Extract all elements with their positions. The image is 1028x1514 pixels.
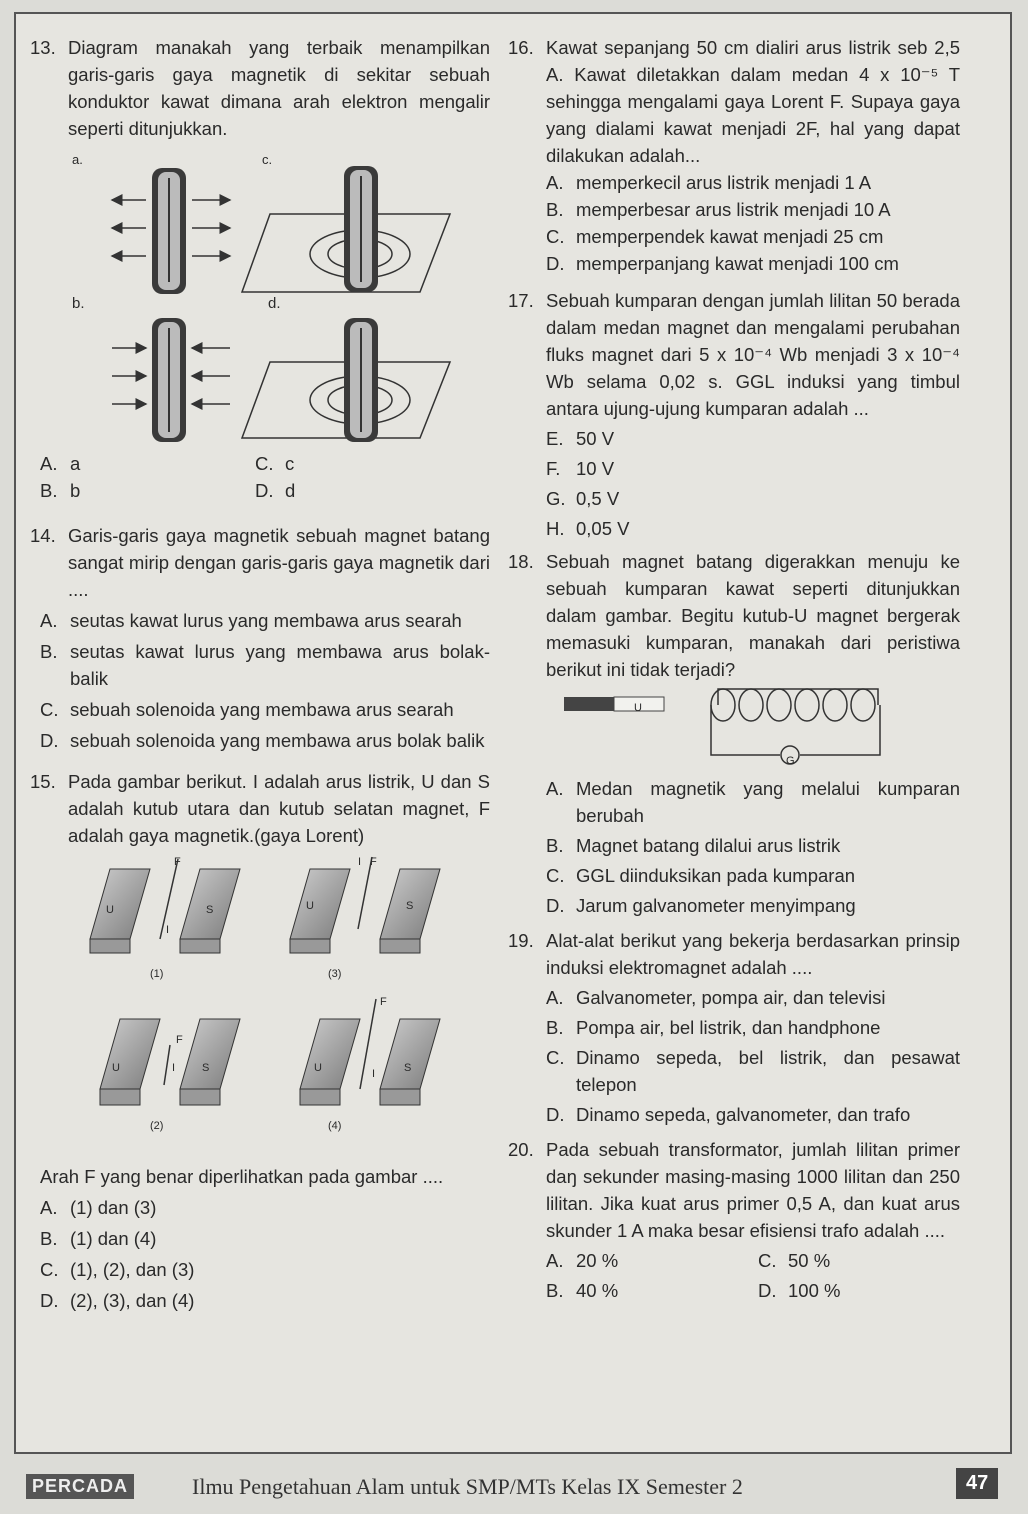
diagram-d <box>242 318 450 442</box>
diagram-c <box>242 166 450 292</box>
option-d[interactable]: D. (2), (3), dan (4) <box>40 1290 195 1311</box>
question-16 <box>508 34 960 169</box>
question-19 <box>508 927 960 981</box>
option-c[interactable]: C. sebuah solenoida yang membawa arus searah <box>40 699 454 720</box>
question-15 <box>30 768 490 849</box>
page-number: 47 <box>956 1468 998 1499</box>
option-a[interactable]: A. memperkecil arus listrik menjadi 1 A <box>546 172 872 193</box>
option-c[interactable]: C. (1), (2), dan (3) <box>40 1259 195 1280</box>
option-c[interactable]: C. GGL diinduksikan pada kumparan <box>546 865 856 886</box>
right-column <box>508 34 960 1304</box>
fig-label-b: b. <box>72 295 85 312</box>
option-a[interactable]: A. seutas kawat lurus yang membawa arus searah <box>40 610 462 631</box>
option-b[interactable]: B. seutas kawat lurus yang membawa arus bolak-balik <box>40 641 490 689</box>
question-number: 16. <box>508 37 534 58</box>
magnet-figure-2 <box>100 1019 240 1105</box>
option-d[interactable]: D. 100 % <box>758 1280 841 1301</box>
q15-figure <box>30 849 490 1173</box>
label-f-2: F <box>176 1034 183 1046</box>
page-footer <box>26 1474 1006 1504</box>
label-s-4: S <box>404 1062 412 1074</box>
option-e[interactable]: E. 50 V <box>546 428 615 449</box>
fig-label-4: (4) <box>328 1120 342 1132</box>
question-17 <box>508 287 960 422</box>
fig-label-c: c. <box>262 152 273 167</box>
question-number: 17. <box>508 290 534 311</box>
label-u-3: U <box>306 900 314 912</box>
question-13 <box>30 34 490 142</box>
q15-stem: Arah F yang benar diperlihatkan pada gambar .... <box>40 1166 444 1187</box>
option-a[interactable]: A. (1) dan (3) <box>40 1197 157 1218</box>
label-f-3: F <box>370 856 377 868</box>
option-b[interactable]: B. b <box>40 480 81 501</box>
meter-label: G <box>786 755 795 767</box>
label-i-1: I <box>166 924 170 936</box>
question-text: Garis-garis gaya magnetik sebuah magnet batang sangat mirip dengan garis-garis gaya magnetik dari .... <box>68 525 490 600</box>
option-d[interactable]: D. sebuah solenoida yang membawa arus bolak balik <box>40 730 485 751</box>
label-i-3: I <box>358 856 362 868</box>
question-text: Sebuah kumparan dengan jumlah lilitan 50 berada dalam medan magnet dan mengalami perubahan fluks magnet dari 5 x 10⁻⁴ Wb menjadi 3 x 10⁻⁴ Wb selama 0,02 s. GGL induksi yang timbul antara ujung-ujung kumparan adalah ... <box>546 290 960 419</box>
fig-label-3: (3) <box>328 968 342 980</box>
magnet-pole-label: U <box>634 702 642 714</box>
option-c[interactable]: C. c <box>255 453 295 474</box>
question-text: Pada sebuah transformator, jumlah lilitan primer daŋ sekunder masing-masing 1000 lilitan dan 250 lilitan. Jika kuat arus primer 0,5 A, dan kuat arus skunder 1 A maka besar efisiensi trafo adalah .... <box>546 1139 960 1241</box>
wire-diagrams <box>30 142 470 442</box>
bar-magnet-south <box>564 697 614 711</box>
magnet-figure-4 <box>300 999 440 1105</box>
q15-options <box>40 1194 490 1314</box>
option-a[interactable]: A. 20 % <box>546 1250 619 1271</box>
option-h[interactable]: H. 0,05 V <box>546 518 630 539</box>
option-a[interactable]: A. a <box>40 453 81 474</box>
label-u-2: U <box>112 1062 120 1074</box>
q19-options <box>546 984 960 1128</box>
label-u-4: U <box>314 1062 322 1074</box>
fig-label-1: (1) <box>150 968 164 980</box>
question-number: 20. <box>508 1139 534 1160</box>
fig-label-a: a. <box>72 152 83 167</box>
fig-label-2: (2) <box>150 1120 164 1132</box>
q14-options <box>40 607 490 754</box>
book-title: Ilmu Pengetahuan Alam untuk SMP/MTs Kelas IX Semester 2 <box>192 1474 743 1499</box>
q20-options <box>546 1247 960 1304</box>
question-18 <box>508 548 960 683</box>
option-d[interactable]: D. d <box>255 480 296 501</box>
label-f-1: F <box>174 856 181 868</box>
question-text: Kawat sepanjang 50 cm dialiri arus listrik seb 2,5 A. Kawat diletakkan dalam medan 4 x 10⁻⁵ T sehingga mengalami gaya Lorent F. Supaya gaya yang dialami kawat menjadi 2F, hal yang dapat dilakukan adalah... <box>546 37 960 166</box>
diagram-a <box>112 168 230 294</box>
left-column <box>30 34 490 1314</box>
option-d[interactable]: D. Jarum galvanometer menyimpang <box>546 895 856 916</box>
coil <box>711 689 880 755</box>
question-number: 18. <box>508 551 534 572</box>
q17-options <box>546 425 960 542</box>
option-c[interactable]: C. memperpendek kawat menjadi 25 cm <box>546 226 884 247</box>
option-b[interactable]: B. 40 % <box>546 1280 619 1301</box>
question-text: Diagram manakah yang terbaik menampilkan garis-garis gaya magnetik di sekitar sebuah konduktor kawat dimana arah elektron mengalir seperti ditunjukkan. <box>68 37 490 139</box>
fig-label-d: d. <box>268 295 281 312</box>
question-text: Pada gambar berikut. I adalah arus listrik, U dan S adalah kutub utara dan kutub selatan magnet, F adalah gaya magnetik.(gaya Lorent) <box>68 771 490 846</box>
label-s-3: S <box>406 900 414 912</box>
label-i-2: I <box>172 1062 176 1074</box>
question-14 <box>30 522 490 603</box>
option-b[interactable]: B. (1) dan (4) <box>40 1228 157 1249</box>
q16-options <box>546 169 960 277</box>
question-number: 15. <box>30 771 56 792</box>
q18-options <box>546 775 960 919</box>
label-u-1: U <box>106 904 114 916</box>
option-b[interactable]: B. Pompa air, bel listrik, dan handphone <box>546 1017 881 1038</box>
option-c[interactable]: C. Dinamo sepeda, bel listrik, dan pesawat telepon <box>546 1047 960 1095</box>
label-s-1: S <box>206 904 214 916</box>
publisher-logo: PERCADA <box>26 1474 134 1499</box>
question-number: 19. <box>508 930 534 951</box>
option-b[interactable]: B. memperbesar arus listrik menjadi 10 A <box>546 199 891 220</box>
q13-options <box>40 450 490 504</box>
label-f-4: F <box>380 996 387 1008</box>
option-f[interactable]: F. 10 V <box>546 458 615 479</box>
diagram-b <box>112 318 230 442</box>
option-a[interactable]: A. Medan magnetik yang melalui kumparan berubah <box>546 778 960 826</box>
question-20 <box>508 1136 960 1244</box>
option-g[interactable]: G. 0,5 V <box>546 488 620 509</box>
coil-circuit-diagram <box>508 683 948 775</box>
option-d[interactable]: D. memperpanjang kawat menjadi 100 cm <box>546 253 899 274</box>
option-b[interactable]: B. Magnet batang dilalui arus listrik <box>546 835 841 856</box>
question-number: 13. <box>30 37 56 58</box>
question-number: 14. <box>30 525 56 546</box>
q13-figure <box>30 142 490 450</box>
q18-figure <box>508 683 960 775</box>
option-a[interactable]: A. Galvanometer, pompa air, dan televisi <box>546 987 886 1008</box>
question-text: Alat-alat berikut yang bekerja berdasarkan prinsip induksi elektromagnet adalah .... <box>546 930 960 978</box>
label-i-4: I <box>372 1068 376 1080</box>
option-d[interactable]: D. Dinamo sepeda, galvanometer, dan trafo <box>546 1104 911 1125</box>
option-c[interactable]: C. 50 % <box>758 1250 831 1271</box>
question-text: Sebuah magnet batang digerakkan menuju ke sebuah kumparan kawat seperti ditunjukkan dalam gambar. Begitu kutub-U magnet bergerak memasuki kumparan, manakah dari peristiwa berikut ini tidak terjadi? <box>546 551 960 680</box>
magnet-diagrams <box>30 849 470 1169</box>
label-s-2: S <box>202 1062 210 1074</box>
